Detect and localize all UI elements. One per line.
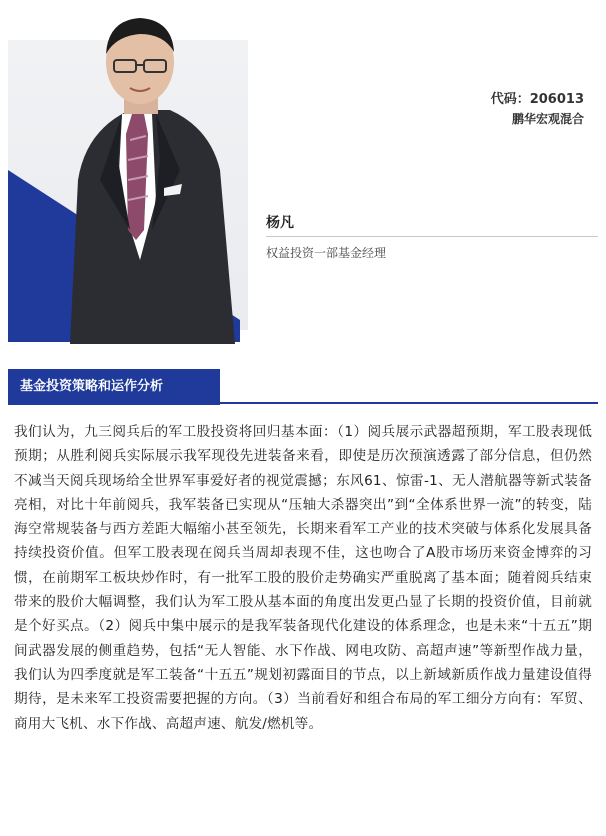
manager-hero <box>0 0 606 352</box>
manager-name: 杨凡 <box>266 215 294 231</box>
section-header <box>8 369 598 405</box>
strategy-paragraph: 我们认为，九三阅兵后的军工股投资将回归基本面：（1）阅兵展示武器超预期，军工股表现低预期；从胜利阅兵实际展示我军现役先进装备来看，即使是历次预演透露了部分信息，但仍然不减当天阅兵现场给全世界军事爱好者的视觉震撼；东风61、惊雷-1、无人潜航器等新式装备亮相，对比十年前阅兵，我军装备已实现从“压轴大杀器突出”到“全体系世界一流”的转变，陆海空常规装备与西方差距大幅缩小甚至领先，长期来看军工产业的技术突破与体系化发展具备持续投资价值。但军工股表现在阅兵当周却表现不佳，这也吻合了A股市场历来资金博弈的习惯，在前期军工板块炒作时，有一批军工股的股价走势确实严重脱离了基本面；随着阅兵结束带来的股价大幅调整，我们认为军工股从基本面的角度出发更凸显了长期的投资价值，目前就是个好买点。（2）阅兵中集中展示的是我军装备现代化建设的体系理念，也是未来“十五五”期间武器发展的侧重趋势，包括“无人智能、水下作战、网电攻防、高超声速”等新型作战力量，我们认为四季度就是军工装备“十五五”规划初露面目的节点，以上新域新质作战力量建设值得期待，是未来军工投资需要把握的方向。（3）当前看好和组合布局的军工细分方向有：军贸、商用大飞机、水下作战、高超声速、航发/燃机等。 <box>14 424 592 732</box>
divider-line <box>266 236 598 237</box>
fund-code: 代码：206013 <box>490 92 584 107</box>
fund-name: 鹏华宏观混合 <box>511 112 584 126</box>
section-underline <box>8 402 598 404</box>
manager-title: 权益投资一部基金经理 <box>266 246 387 260</box>
manager-portrait <box>60 10 240 344</box>
section-title: 基金投资策略和运作分析 <box>8 369 220 405</box>
